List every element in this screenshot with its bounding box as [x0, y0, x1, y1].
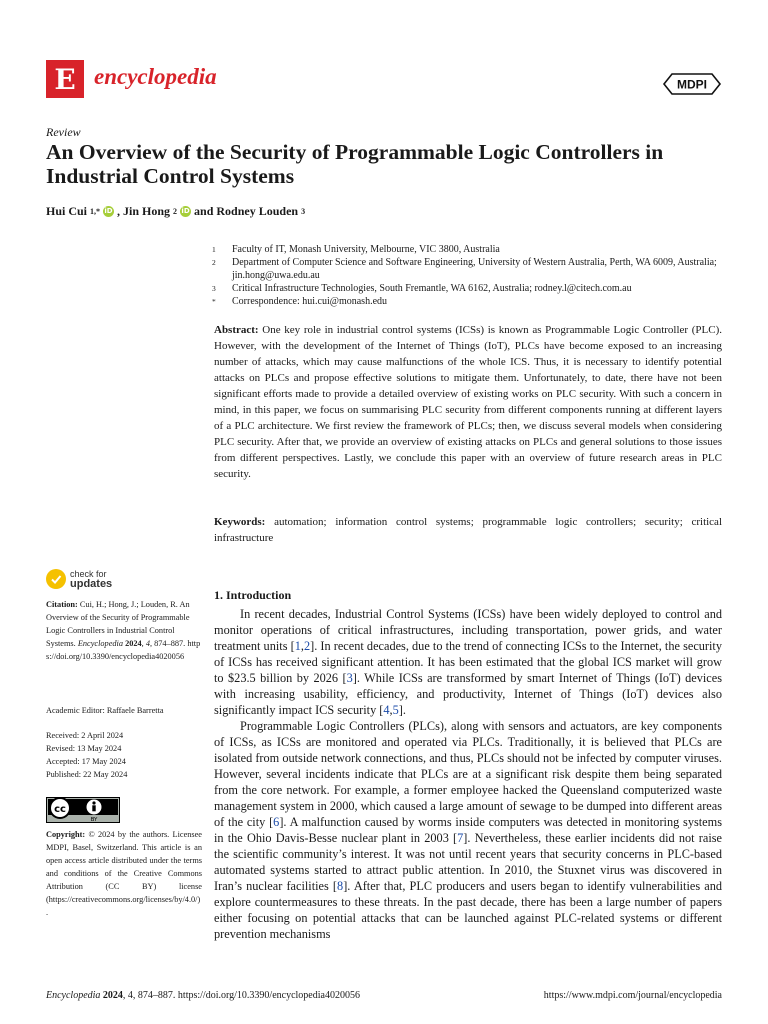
citation-doi-link[interactable]: https://doi.org/10.3390/encyclopedia4020056 [46, 639, 201, 661]
copyright-text: © 2024 by the authors. Licensee MDPI, Basel, Switzerland. This article is an open access article distributed under the terms and conditions of the Creative Commons Attribution (CC BY) license (https://creativecommons.org/licenses/by/4.0/). [46, 830, 202, 917]
copyright-label: Copyright: [46, 830, 86, 839]
paragraph-text: In recent decades, Industrial Control Systems (ICSs) have been widely deployed to control and monitor operations of critical infrastructures, including transportation, power grids, and water treatment units [ [214, 607, 722, 653]
citation-separator: , [389, 703, 393, 717]
footer-journal-url[interactable]: https://www.mdpi.com/journal/encyclopedia [543, 990, 722, 1001]
footer-year: 2024 [102, 990, 123, 1001]
author-affil-sup: 3 [301, 207, 306, 216]
citation-year: 2024 [125, 639, 142, 648]
keywords-text: automation; information control systems; programmable logic controllers; security; critical infrastructure [214, 516, 722, 544]
paragraph-text: ]. While ICSs are transformed by smart Internet of Things (IoT) devices with increasing usability, efficiency, and productivity, Internet of Things (IoT) devices also significantly impact ICS security [ [214, 671, 722, 717]
abstract [214, 322, 722, 482]
paragraph-text: ]. [398, 703, 406, 717]
citation-authors: Cui, H.; Hong, J.; Louden, R. An Overview of the Security of Programmable Logic Controllers in Industrial Control Systems. [46, 600, 190, 648]
citation-block: Citation: Cui, H.; Hong, J.; Louden, R. An Overview of the Security of Programmable Logic Controllers in Industrial Control Systems. Encyclopedia 2024, 4, 874–887. https://doi.org/10.3390/encyclopedia4020056 [46, 600, 201, 661]
academic-editor: Academic Editor: Raffaele Barretta [46, 706, 164, 715]
paragraph [214, 606, 722, 718]
affiliation-number: * [212, 297, 216, 306]
affiliations [212, 243, 722, 308]
citation-link[interactable]: 7 [457, 831, 464, 845]
article-type: Review [46, 125, 81, 139]
orcid-icon[interactable]: iD [181, 207, 190, 215]
citation-separator: , [300, 639, 304, 653]
date-published: Published: 22 May 2024 [46, 770, 128, 779]
page-title: An Overview of the Security of Programmable Logic Controllers in Industrial Control Systems [46, 140, 664, 188]
mdpi-logo[interactable] [662, 72, 722, 96]
journal-name[interactable]: encyclopedia [94, 64, 217, 89]
keywords [214, 514, 722, 546]
abstract-text: One key role in industrial control systems (ICSs) is known as Programmable Logic Controller (PLC). However, with the development of the Internet of Things (IoT), PLCs have become exposed to an increasing number of attacks, which may cause malfunctions of the whole ICS. Thus, it is necessary to identify potential attacks on PLCs and propose effective solutions to mitigate them. Unfortunately, to date, there have not been significant efforts made to provide a detailed overview of existing works on PLC security. With such a concern in mind, in this paper, we focus on summarising PLC security from different components running at different layers of a PLC architecture. We first review the framework of PLCs; then, we discuss several models when considering PLC security. After that, we provide an overview of existing attacks on PLCs and general solutions to those issues from different perspectives. Lastly, we conclude this paper with an overview of future research areas in PLC security. [214, 324, 723, 480]
citation-link[interactable]: 3 [346, 671, 353, 685]
paragraph-text: ]. A malfunction caused by worms inside computers was detected in monitoring systems in the Ohio Davis-Besse nuclear plant in 2003 [ [214, 815, 722, 845]
paragraph-text: Programmable Logic Controllers (PLCs), along with sensors and actuators, are key components of ICSs, as ICSs are monitored and operated via PLCs. Traditionally, it is believed that PLCs are isolated from outside network connections, and thus, PLCs should not be infected by computer viruses. However, several incidents indicate that PLCs are at a significant risk despite them being separated from the core network. For example, a former employee hacked the Queensland computerized waste management system in 2000, which caused a large amount of sewage to be dumped into different areas of the city [ [214, 719, 722, 829]
date-revised: Revised: 13 May 2024 [46, 744, 122, 753]
author-affil-sup: 1,* [90, 207, 101, 216]
copyright-block [46, 828, 202, 919]
affiliation-text: Critical Infrastructure Technologies, South Fremantle, WA 6162, Australia; rodney.l@citech.com.au [232, 283, 632, 294]
date-accepted: Accepted: 17 May 2024 [46, 757, 126, 766]
section-heading: 1. Introduction [214, 588, 292, 602]
affiliation-item [212, 295, 722, 308]
footer-citation [46, 990, 360, 1001]
paragraph-text: ]. After that, PLC producers and users began to identify vulnerabilities and explore countermeasures to these threats. In the past decade, there has been a large number of papers either focusing on potential attacks that can be launched against PLC-related systems or different prevention mechanisms [214, 879, 722, 941]
check-for-updates-button[interactable] [46, 569, 112, 589]
svg-text:cc: cc [54, 804, 66, 815]
author-separator: , [117, 204, 121, 218]
paragraph-text: ]. In recent decades, due to the trend of connecting ICSs to the Internet, the security of ICSs has received significant attention. It has been estimated that the global ICS market will grow to $23.5 billion by 2026 [ [214, 639, 722, 685]
citation-link[interactable]: 8 [337, 879, 344, 893]
journal-logo [46, 60, 84, 98]
citation-volume: 4 [145, 639, 150, 648]
check-bottom-text: updates [70, 578, 113, 590]
publisher-name: MDPI [677, 77, 707, 92]
affiliation-item [212, 243, 722, 256]
check-for-updates-label [70, 569, 112, 589]
citation-link[interactable]: 6 [273, 815, 280, 829]
abstract-label: Abstract: [214, 324, 259, 336]
citation-journal: Encyclopedia [77, 639, 123, 648]
affiliation-text: Department of Computer Science and Software Engineering, University of Western Australia, Perth, WA 6009, Australia; jin.hong@uwa.edu.au [232, 257, 717, 281]
license-by-text: BY [90, 817, 98, 823]
author-list [46, 204, 305, 219]
affiliation-item [212, 282, 722, 295]
author-name[interactable]: Rodney Louden [216, 204, 299, 218]
citation-pages: 874–887. [154, 639, 186, 648]
check-icon [46, 569, 66, 589]
logo-letter: E [54, 62, 76, 96]
affiliation-text: Correspondence: hui.cui@monash.edu [232, 296, 388, 307]
paragraph [214, 718, 722, 942]
affiliation-number: 3 [212, 284, 216, 293]
author-name[interactable]: Jin Hong [123, 204, 171, 218]
author-affil-sup: 2 [173, 207, 178, 216]
cc-by-license-badge[interactable] [46, 797, 120, 823]
affiliation-item [212, 256, 722, 282]
paragraph-text: ]. Nevertheless, these earlier incidents did not raise the scientific community’s interest. It was not until recent years that security concerns in PLC-based automated systems started to attract public attention. In 2010, the Stuxnet virus was discovered in Iran’s nuclear facilities [ [214, 831, 722, 893]
citation-link[interactable]: 5 [392, 703, 399, 717]
author-and: and [194, 204, 214, 218]
author-name[interactable]: Hui Cui [46, 204, 88, 218]
affiliation-number: 1 [212, 245, 216, 254]
page-footer [46, 990, 722, 1001]
affiliation-number: 2 [212, 258, 216, 267]
orcid-icon[interactable]: iD [104, 207, 113, 215]
citation-link[interactable]: 4 [383, 703, 390, 717]
dates-block [46, 729, 202, 781]
citation-link[interactable]: 1 [294, 639, 301, 653]
check-top-text: check for [70, 569, 107, 579]
keywords-label: Keywords: [214, 516, 266, 528]
date-received: Received: 2 April 2024 [46, 731, 124, 740]
affiliation-text: Faculty of IT, Monash University, Melbourne, VIC 3800, Australia [232, 244, 500, 255]
footer-journal: Encyclopedia [46, 990, 101, 1001]
citation-link[interactable]: 2 [303, 639, 311, 653]
citation-label: Citation: [46, 600, 78, 609]
footer-doi[interactable]: , 4, 874–887. https://doi.org/10.3390/encyclopedia4020056 [122, 990, 360, 1001]
introduction-body [214, 606, 722, 942]
